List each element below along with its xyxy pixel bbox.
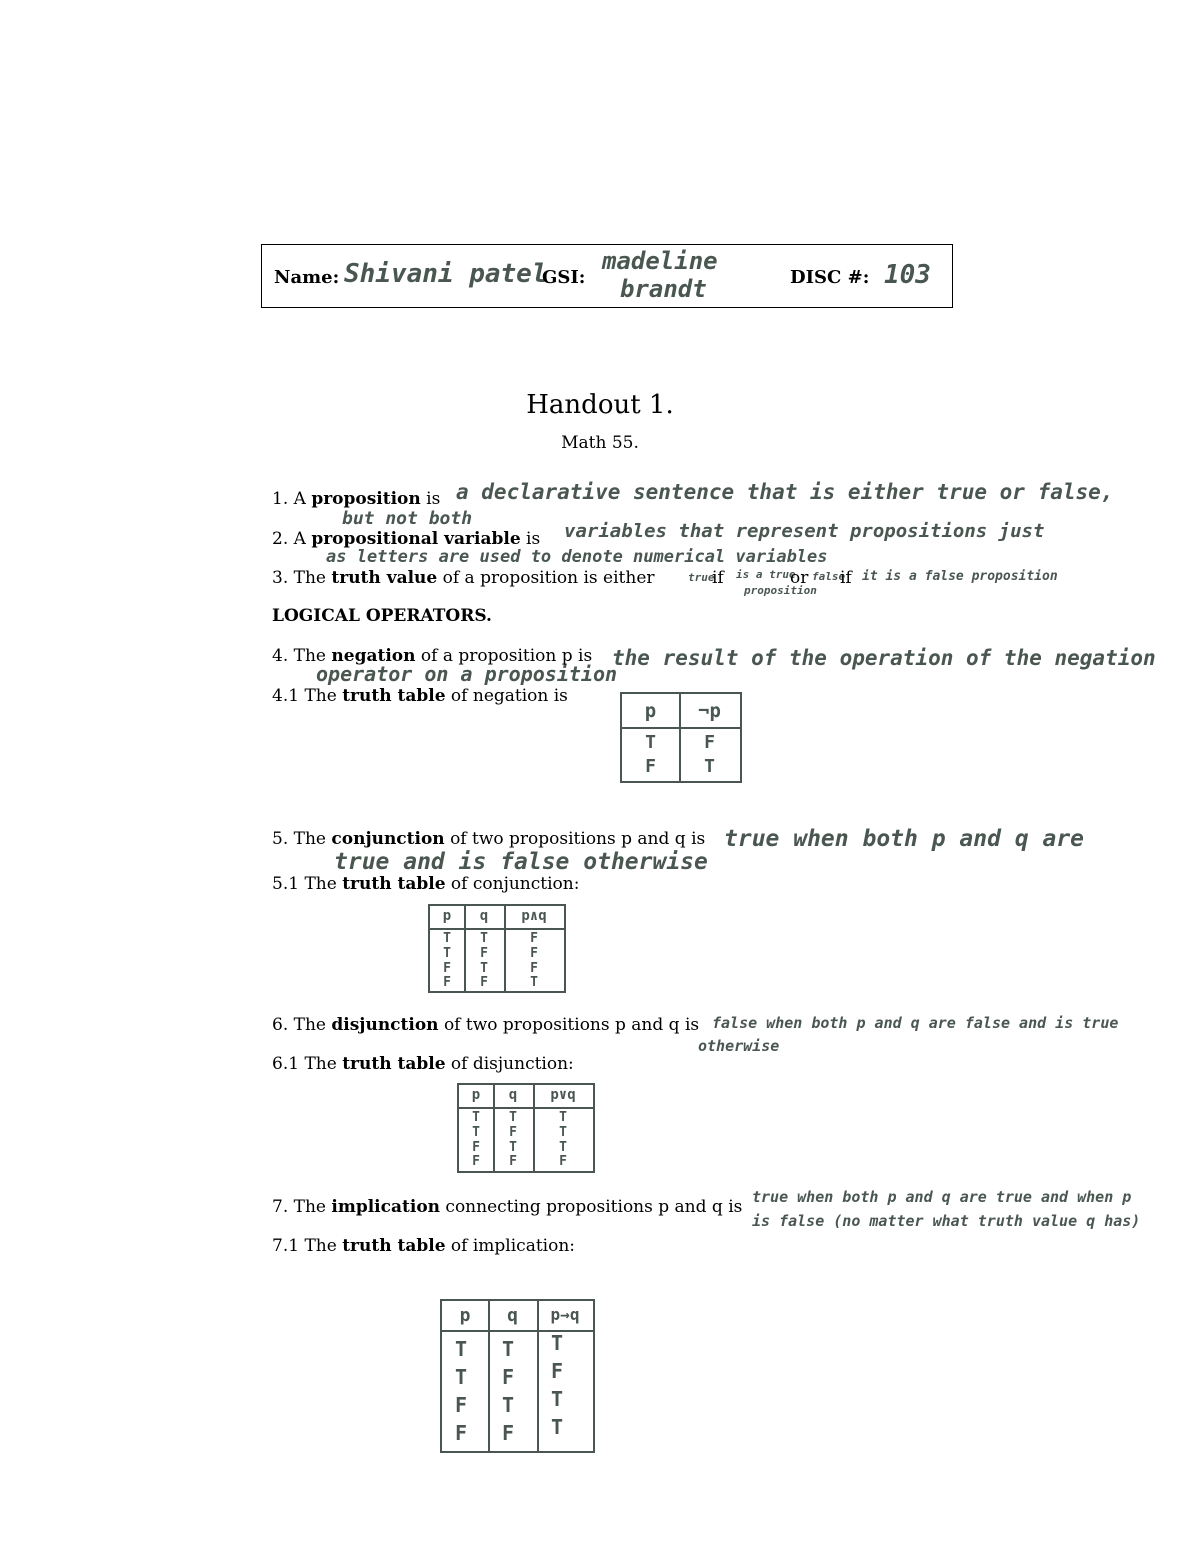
q7-answer-line1: true when both p and q are true and when p <box>752 1188 1132 1206</box>
q2-prompt: 2. A propositional variable is <box>272 529 541 549</box>
gsi-label: GSI: <box>542 267 586 288</box>
table-header: ¬p <box>698 700 721 722</box>
gsi-value-line1: madeline <box>602 247 718 275</box>
table-cell: T <box>509 1110 517 1125</box>
table-cell: F <box>530 946 538 961</box>
table-cell: T <box>472 1125 480 1140</box>
table-cell: F <box>501 1421 515 1445</box>
name-value: Shivani patel <box>344 259 548 289</box>
q3-if1: if <box>712 568 724 588</box>
conjunction-table <box>428 904 566 993</box>
q4-answer-line2: operator on a proposition <box>316 662 618 686</box>
page-subtitle: Math 55. <box>561 433 639 453</box>
table-cell: T <box>645 732 656 753</box>
q3-or: or <box>790 568 809 588</box>
table-header: p→q <box>550 1305 580 1324</box>
table-cell: F <box>509 1125 517 1140</box>
table-header: q <box>508 1087 518 1103</box>
q3-answer1a: is a true <box>736 568 796 581</box>
table-cell: F <box>472 1140 480 1155</box>
table-cell: F <box>530 931 538 946</box>
q3-if2: if <box>840 568 852 588</box>
table-cell: F <box>472 1154 480 1169</box>
table-cell: F <box>480 946 488 961</box>
q6-answer-line2: otherwise <box>698 1037 780 1055</box>
table-cell: T <box>509 1140 517 1155</box>
q3-answer1b: proposition <box>744 584 817 597</box>
disc-label: DISC #: <box>790 267 870 288</box>
table-cell: T <box>530 975 538 990</box>
q6-answer-line1: false when both p and q are false and is true <box>712 1014 1119 1032</box>
table-cell: T <box>559 1110 567 1125</box>
table-cell: F <box>559 1154 567 1169</box>
q2-answer-line2: as letters are used to denote numerical variables <box>326 547 828 567</box>
table-cell: F <box>443 961 451 976</box>
negation-table <box>620 692 742 783</box>
table-cell: T <box>550 1331 564 1355</box>
disc-value: 103 <box>884 260 931 290</box>
table-header: p∧q <box>521 908 547 924</box>
q6-prompt: 6. The disjunction of two propositions p and q is <box>272 1015 700 1035</box>
table-header: p <box>459 1305 471 1326</box>
table-cell: F <box>454 1421 468 1445</box>
table-header: p∨q <box>550 1087 576 1103</box>
table-cell: F <box>509 1154 517 1169</box>
table-cell: T <box>559 1125 567 1140</box>
q61-prompt: 6.1 The truth table of disjunction: <box>272 1054 574 1074</box>
q1-answer-line1: a declarative sentence that is either true or false, <box>456 480 1114 504</box>
table-cell: T <box>704 756 715 777</box>
table-cell: F <box>480 975 488 990</box>
table-cell: T <box>443 931 451 946</box>
q5-answer-line1: true when both p and q are <box>724 826 1085 852</box>
table-header: p <box>644 700 657 722</box>
table-cell: T <box>550 1387 564 1411</box>
q71-prompt: 7.1 The truth table of implication: <box>272 1236 576 1256</box>
q3-blank1: true <box>688 571 715 584</box>
q4-prompt: 4. The negation of a proposition p is <box>272 646 593 666</box>
table-cell: F <box>645 756 656 777</box>
table-cell: F <box>530 961 538 976</box>
table-cell: T <box>443 946 451 961</box>
disjunction-table <box>457 1083 595 1173</box>
q3-answer2: it is a false proposition <box>862 569 1058 584</box>
q41-prompt: 4.1 The truth table of negation is <box>272 686 568 706</box>
table-cell: T <box>501 1393 515 1417</box>
q1-prompt: 1. A proposition is <box>272 489 441 509</box>
table-cell: T <box>472 1110 480 1125</box>
implication-table <box>440 1299 595 1453</box>
q2-answer-line1: variables that represent propositions just <box>564 520 1045 542</box>
header-box <box>261 244 953 308</box>
q7-prompt: 7. The implication connecting propositions p and q is <box>272 1197 743 1217</box>
table-cell: T <box>454 1337 468 1361</box>
q5-prompt: 5. The conjunction of two propositions p and q is <box>272 829 706 849</box>
table-cell: F <box>550 1359 564 1383</box>
table-header: p <box>471 1087 481 1103</box>
table-cell: T <box>550 1415 564 1439</box>
table-cell: T <box>480 931 488 946</box>
page-title: Handout 1. <box>526 390 674 420</box>
name-label: Name: <box>274 267 340 288</box>
table-header: q <box>507 1305 518 1326</box>
q1-answer-line2: but not both <box>342 508 473 529</box>
table-cell: F <box>454 1393 468 1417</box>
gsi-value-line2: brandt <box>620 275 707 303</box>
table-cell: T <box>501 1337 515 1361</box>
table-cell: F <box>501 1365 515 1389</box>
section-heading: LOGICAL OPERATORS. <box>272 606 492 626</box>
table-cell: T <box>454 1365 468 1389</box>
q7-answer-line2: is false (no matter what truth value q has) <box>752 1212 1141 1230</box>
table-cell: F <box>704 732 715 753</box>
table-cell: F <box>443 975 451 990</box>
table-cell: T <box>480 961 488 976</box>
table-header: q <box>479 908 489 924</box>
q51-prompt: 5.1 The truth table of conjunction: <box>272 874 580 894</box>
q3-prompt: 3. The truth value of a proposition is either <box>272 568 655 588</box>
q5-answer-line2: true and is false otherwise <box>334 849 708 875</box>
q3-blank2: false <box>812 570 846 583</box>
q4-answer-line1: the result of the operation of the negation <box>612 646 1156 670</box>
table-cell: T <box>559 1140 567 1155</box>
table-header: p <box>442 908 452 924</box>
